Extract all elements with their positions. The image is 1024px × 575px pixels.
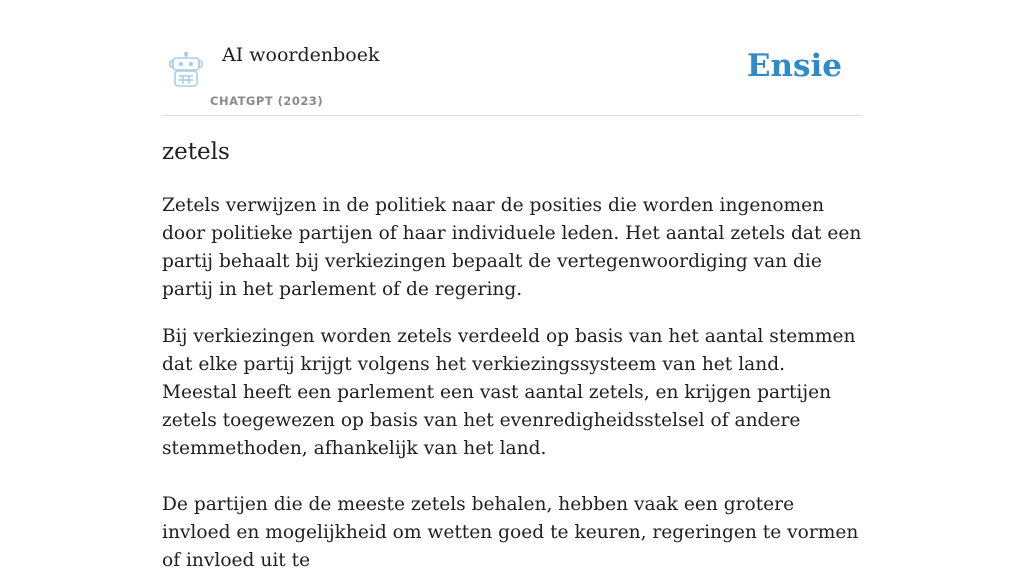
dictionary-title[interactable]: AI woordenboek bbox=[222, 44, 380, 66]
header bbox=[162, 0, 862, 116]
definition-paragraph: Bij verkiezingen worden zetels verdeeld op basis van het aantal stemmen dat elke partij krijgt volgens het verkiezingssysteem van het land. Meestal heeft een parlement een vast aantal zetels, en krijgen partijen zetels toegewezen op basis van het evenredigheidsstelsel of andere stemmethoden, afhankelijk van het land. bbox=[162, 326, 856, 459]
brand-logo[interactable]: Ensie bbox=[746, 48, 842, 84]
definition-paragraph: De partijen die de meeste zetels behalen, hebben vaak een grotere invloed en mogelijkheid om wetten goed te keuren, regeringen te vormen of invloed uit te bbox=[162, 494, 859, 571]
entry-definition bbox=[162, 192, 862, 575]
robot-icon bbox=[166, 52, 206, 88]
definition-paragraph: Zetels verwijzen in de politiek naar de posities die worden ingenomen door politieke partijen of haar individuele leden. Het aantal zetels dat een partij behaalt bij verkiezingen bepaalt de vertegenwoordiging van die partij in het parlement of de regering. bbox=[162, 195, 862, 300]
page bbox=[162, 0, 862, 571]
source-label: CHATGPT (2023) bbox=[210, 94, 324, 108]
entry-term: zetels bbox=[162, 139, 230, 165]
